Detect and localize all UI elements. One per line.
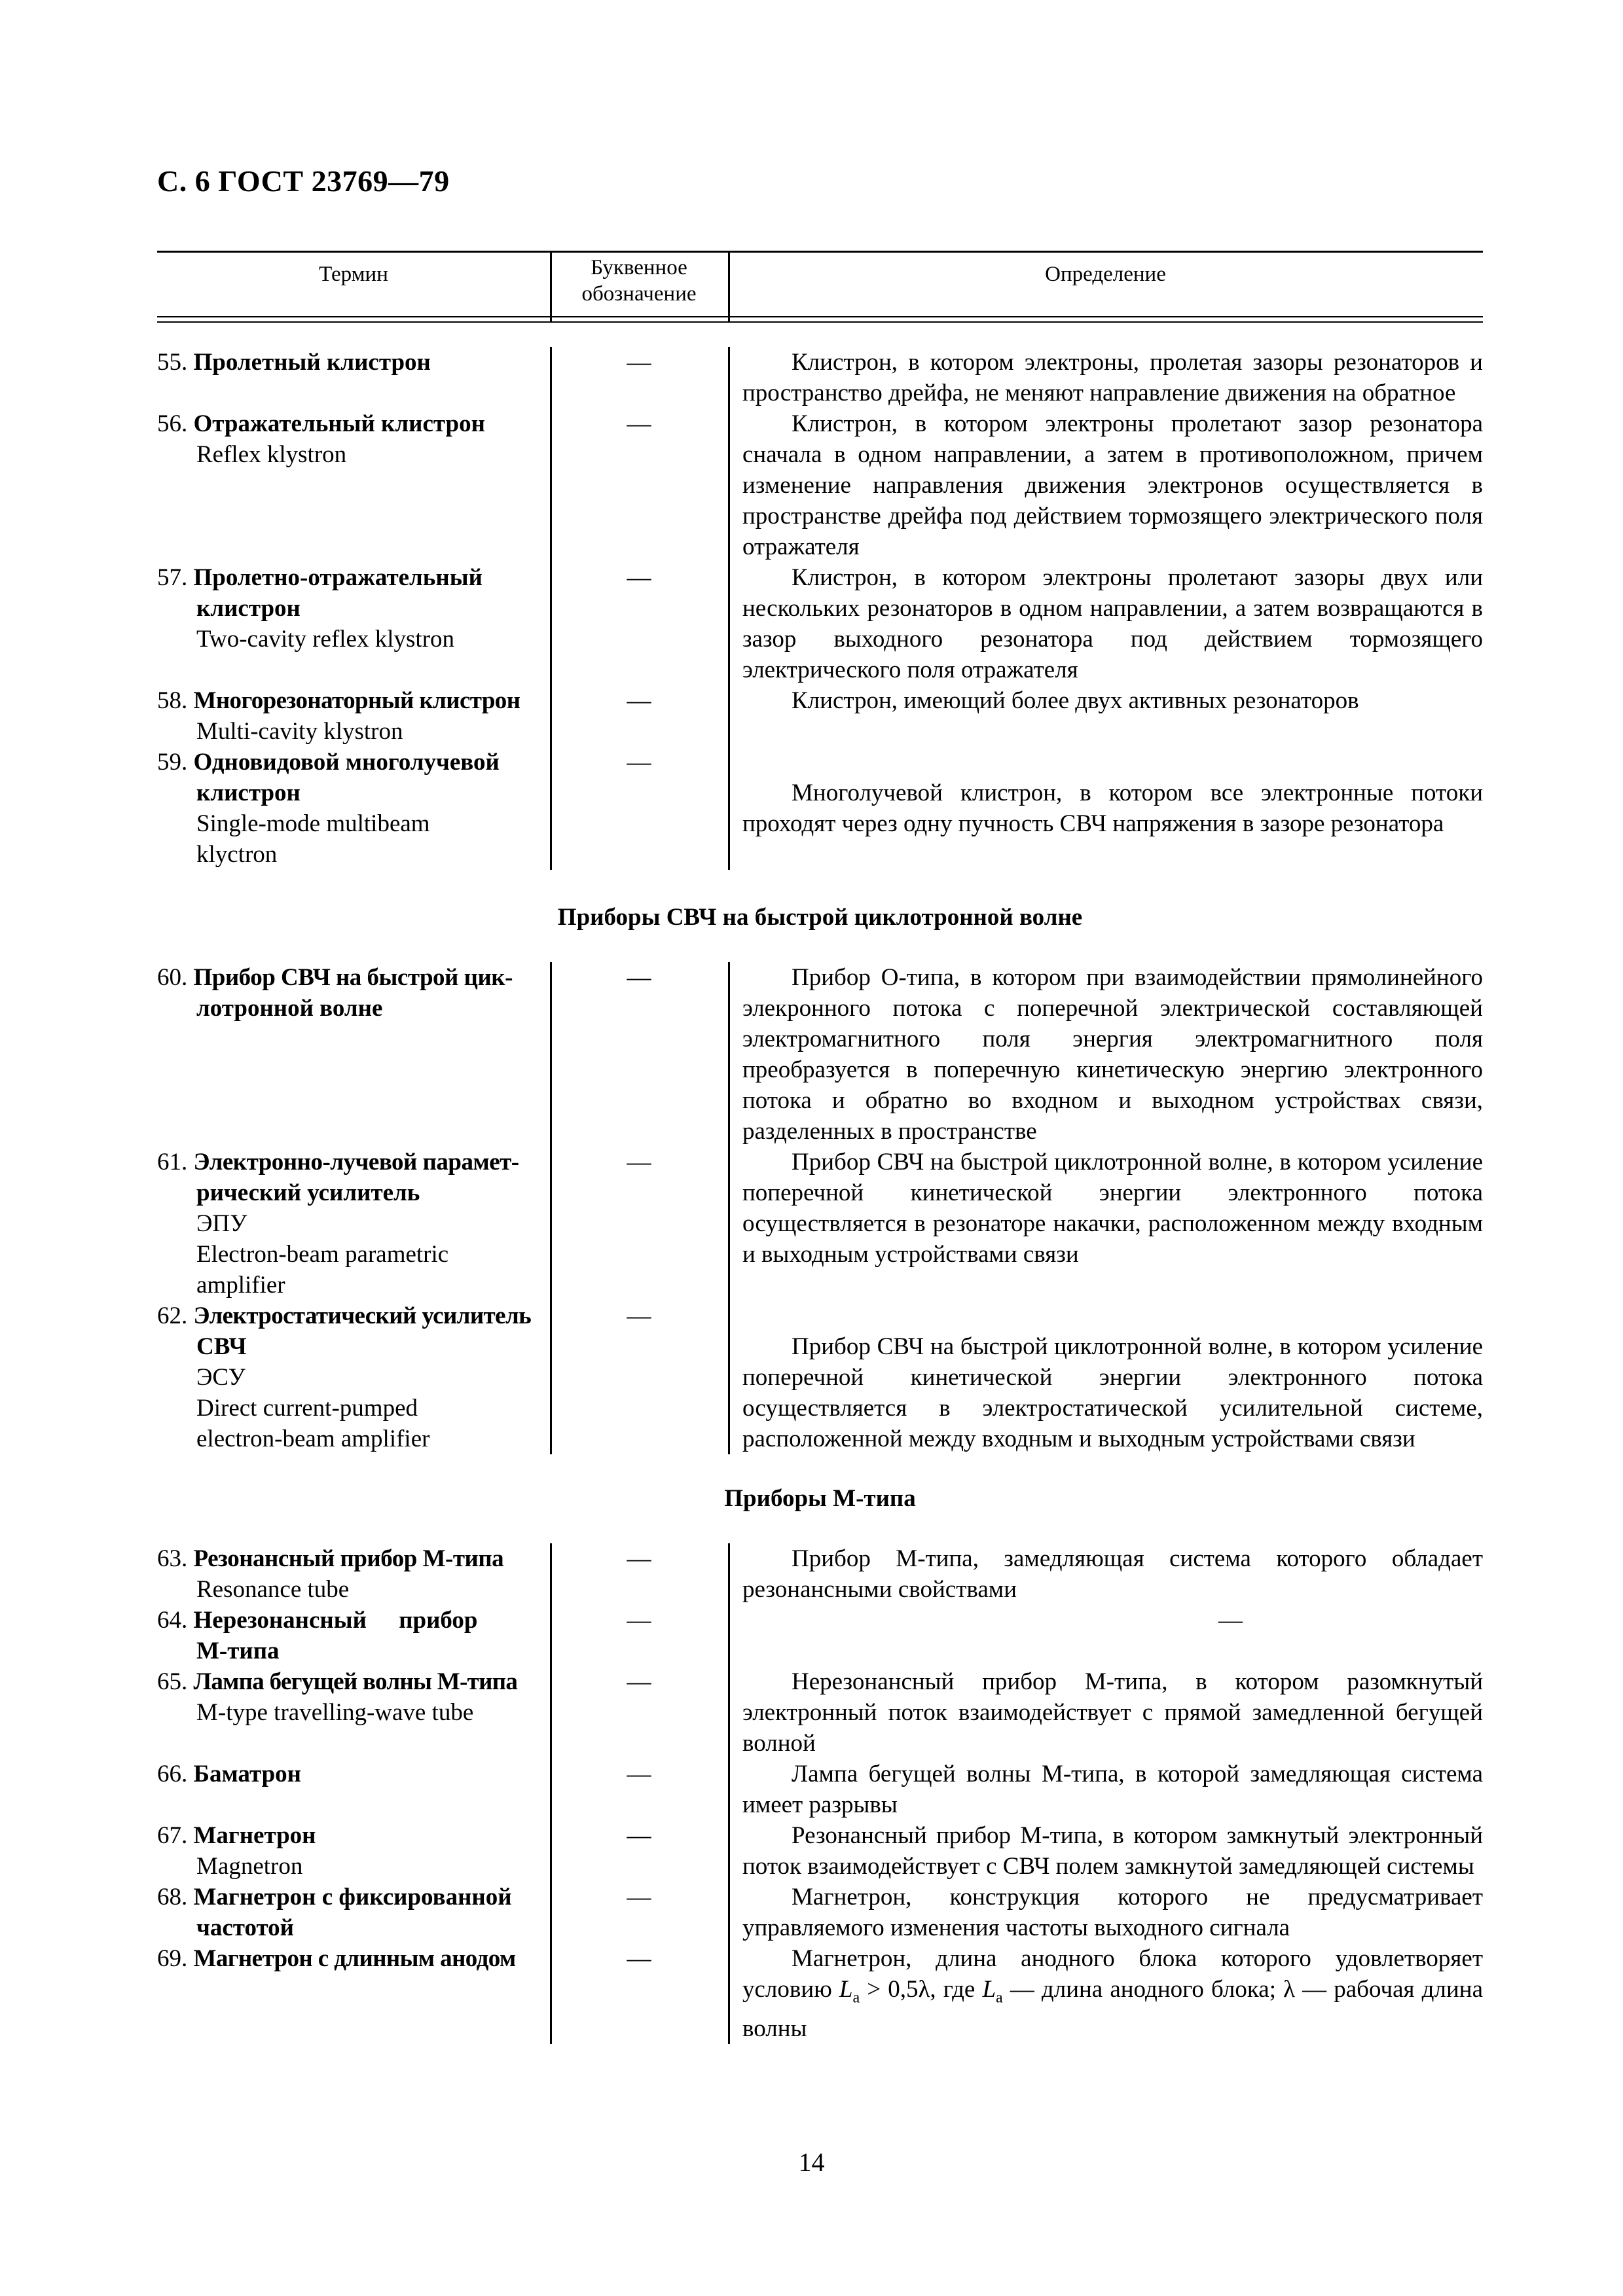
- term-cell: [157, 1666, 550, 1759]
- symbol-cell: —: [627, 1668, 651, 1695]
- term-number: 68.: [157, 1884, 188, 1910]
- definition-cell: [728, 1605, 1483, 1666]
- term-row-63: [157, 1543, 1483, 1605]
- definition-cell: [728, 962, 1483, 1147]
- term-number: 60.: [157, 964, 188, 991]
- term-row-57: [157, 562, 1483, 685]
- symbol-cell: —: [627, 1302, 651, 1329]
- header-top-rule: [157, 251, 1483, 253]
- section-3-table: [157, 1543, 1483, 2044]
- term-english: Multi-cavity klystron: [196, 718, 403, 745]
- term-name: Магнетрон с фиксированной: [193, 1884, 512, 1910]
- term-english: Reflex klystron: [196, 441, 347, 468]
- definition-cell: [728, 408, 1483, 562]
- term-cell: [157, 1820, 550, 1882]
- symbol-cell: —: [627, 410, 651, 437]
- term-cell: [157, 1300, 550, 1454]
- term-row-65: [157, 1666, 1483, 1759]
- term-cell: [157, 1147, 550, 1300]
- term-name: Резонансный прибор М-типа: [193, 1545, 504, 1572]
- definition-cell: [728, 1543, 1483, 1605]
- term-name: Одновидовой многолучевой: [193, 749, 500, 776]
- symbol-cell: —: [627, 1945, 651, 1972]
- definition-text: Нерезонансный прибор М-типа, в котором разомкнутый электронный поток взаимодействует с прямой замедленной бегущей волной: [742, 1668, 1483, 1757]
- term-row-67: [157, 1820, 1483, 1882]
- term-cell: [157, 1882, 550, 1943]
- term-name: Электростатический усилитель: [193, 1302, 532, 1329]
- term-name: Пролетный клистрон: [193, 349, 431, 376]
- table-header: [157, 251, 1483, 323]
- symbol-cell: —: [627, 1545, 651, 1572]
- page-header: С. 6 ГОСТ 23769—79: [157, 164, 450, 198]
- term-name: Магнетрон: [193, 1822, 316, 1849]
- term-name-cont: лотронной волне: [196, 995, 383, 1022]
- definition-cell: [728, 1147, 1483, 1300]
- term-row-60: [157, 962, 1483, 1147]
- definition-cell: [728, 562, 1483, 685]
- term-row-62: [157, 1300, 1483, 1454]
- section-1-rows: [157, 347, 1483, 870]
- term-number: 69.: [157, 1945, 188, 1972]
- formula-symbol: L: [839, 1976, 853, 2003]
- definition-cell: [728, 1300, 1483, 1454]
- column-header-symbol-line2: обозначение: [581, 282, 697, 306]
- definition-part: — длина анодного блока; λ — рабочая длина волны: [742, 1976, 1483, 2043]
- definition-text: Клистрон, в котором электроны пролетают зазор резонатора сначала в одном направлении, а затем в противоположном, причем изменение направления движения электронов осуществляется в пространстве дрейфа под действием тормозящего электрического поля отражателя: [742, 410, 1483, 560]
- term-number: 65.: [157, 1668, 188, 1695]
- term-number: 59.: [157, 749, 188, 776]
- section-1-table: [157, 347, 1483, 870]
- term-number: 63.: [157, 1545, 188, 1572]
- definition-text: Прибор М-типа, замедляющая система которого обладает резонансными свойствами: [742, 1545, 1483, 1603]
- term-name: Многорезонаторный клистрон: [193, 687, 520, 714]
- definition-part: > 0,5λ, где: [860, 1976, 983, 2003]
- term-row-59: [157, 747, 1483, 870]
- term-cell: [157, 562, 550, 685]
- definition-text: Прибор СВЧ на быстрой циклотронной волне, в котором усиление поперечной кинетической энергии электронного потока осуществляется в электростатической усилительной системе, расположенной между входным и выходным устройствами связи: [742, 1333, 1483, 1452]
- formula-symbol: L: [982, 1976, 996, 2003]
- term-row-66: [157, 1759, 1483, 1820]
- term-number: 58.: [157, 687, 188, 714]
- definition-cell: [728, 1882, 1483, 1943]
- term-name: Электронно-лучевой парамет-: [193, 1149, 519, 1175]
- term-english: Direct current-pumped electron-beam amplifier: [196, 1395, 430, 1452]
- symbol-cell: —: [627, 964, 651, 991]
- definition-cell: [728, 685, 1483, 747]
- term-number: 64.: [157, 1607, 188, 1634]
- definition-part: Магнетрон, длина анодного блока которого удовлетворяет условию: [742, 1945, 1483, 2003]
- term-name: Магнетрон с длинным анодом: [193, 1945, 516, 1972]
- section-2-table: [157, 962, 1483, 1454]
- term-english: Electron-beam parametric amplifier: [196, 1241, 449, 1299]
- term-name: Прибор СВЧ на быстрой цик-: [193, 964, 513, 991]
- formula-subscript: а: [996, 1989, 1003, 2007]
- column-header-symbol: [550, 255, 728, 307]
- term-number: 61.: [157, 1149, 188, 1175]
- definition-text: Клистрон, в котором электроны пролетают зазоры двух или нескольких резонаторов в одном направлении, а затем возвращаются в зазор выходного резонатора под действием тормозящего электрического поля отражателя: [742, 564, 1483, 683]
- term-name: Лампа бегущей волны М-типа: [193, 1668, 518, 1695]
- term-row-55: [157, 347, 1483, 408]
- definition-text: [742, 1943, 1483, 2044]
- section-2-rows: [157, 962, 1483, 1454]
- term-cell: [157, 408, 550, 562]
- term-name-cont: рический усилитель: [196, 1179, 420, 1206]
- definition-cell: [728, 1820, 1483, 1882]
- section-title-fast-cyclotron: Приборы СВЧ на быстрой циклотронной волне: [557, 904, 1083, 931]
- header-bottom-rule-2: [157, 321, 1483, 323]
- definition-text: Многолучевой клистрон, в котором все электронные потоки проходят через одну пучность СВЧ напряжения в зазоре резонатора: [742, 780, 1483, 837]
- definition-cell: [728, 1759, 1483, 1820]
- term-number: 56.: [157, 410, 188, 437]
- definition-text: Резонансный прибор М-типа, в котором замкнутый электронный поток взаимодействует с СВЧ полем замкнутой замедляющей системы: [742, 1822, 1483, 1880]
- term-row-56: [157, 408, 1483, 562]
- term-name-cont: СВЧ: [196, 1333, 247, 1360]
- term-cell: [157, 962, 550, 1147]
- term-cell: [157, 347, 550, 408]
- page-number: 14: [798, 2147, 825, 2177]
- symbol-cell: —: [627, 1822, 651, 1849]
- term-name-cont: М-типа: [196, 1638, 280, 1664]
- term-number: 66.: [157, 1761, 188, 1787]
- definition-text: Клистрон, в котором электроны, пролетая зазоры резонаторов и пространство дрейфа, не меняют направление движения на обратное: [742, 349, 1483, 406]
- symbol-cell: —: [627, 1884, 651, 1910]
- term-cell: [157, 1759, 550, 1820]
- definition-text: Клистрон, имеющий более двух активных резонаторов: [792, 687, 1359, 714]
- symbol-cell: —: [627, 1761, 651, 1787]
- term-english: M-type travelling-wave tube: [196, 1699, 474, 1726]
- definition-cell: [728, 1666, 1483, 1759]
- term-cell: [157, 1543, 550, 1605]
- term-row-64: [157, 1605, 1483, 1666]
- term-abbreviation: ЭСУ: [196, 1364, 246, 1391]
- term-cell: [157, 1605, 550, 1666]
- symbol-cell: —: [627, 749, 651, 776]
- column-header-symbol-line1: Буквенное: [591, 256, 687, 279]
- term-row-68: [157, 1882, 1483, 1943]
- term-cell: [157, 685, 550, 747]
- symbol-cell: —: [627, 349, 651, 376]
- term-number: 55.: [157, 349, 188, 376]
- term-name-cont: клистрон: [196, 780, 301, 806]
- formula-subscript: а: [852, 1989, 860, 2007]
- section-title-m-type: Приборы М-типа: [724, 1485, 916, 1512]
- term-name: Баматрон: [193, 1761, 301, 1787]
- definition-text: Прибор О-типа, в котором при взаимодействии прямолинейного элекронного потока с поперечной электрической составляющей электромагнитного поля энергия электромагнитного поля преобразуется в поперечную кинетическую энергию электронного потока и обратно во входном и выходном устройствах связи, разделенных в пространстве: [742, 964, 1483, 1145]
- term-row-69: [157, 1943, 1483, 2044]
- definition-text: Магнетрон, конструкция которого не предусматривает управляемого изменения частоты выходного сигнала: [742, 1884, 1483, 1941]
- term-name: Отражательный клистрон: [193, 410, 485, 437]
- symbol-cell: —: [627, 564, 651, 591]
- term-name-cont: клистрон: [196, 595, 301, 622]
- term-row-58: [157, 685, 1483, 747]
- term-english: Magnetron: [196, 1853, 303, 1880]
- definition-text: Прибор СВЧ на быстрой циклотронной волне, в котором усиление поперечной кинетической энергии электронного потока осуществляется в резонаторе накачки, расположенном между входным и выходным устройствами связи: [742, 1149, 1483, 1268]
- term-name: Нерезонансный прибор: [193, 1607, 478, 1634]
- symbol-cell: —: [627, 1149, 651, 1175]
- term-number: 62.: [157, 1302, 188, 1329]
- definition-text: Лампа бегущей волны М-типа, в которой замедляющая система имеет разрывы: [742, 1761, 1483, 1818]
- term-english: Resonance tube: [196, 1576, 350, 1603]
- term-english: Two-cavity reflex klystron: [196, 626, 455, 653]
- term-name-cont: частотой: [196, 1914, 294, 1941]
- term-number: 67.: [157, 1822, 188, 1849]
- term-row-61: [157, 1147, 1483, 1300]
- term-number: 57.: [157, 564, 188, 591]
- column-header-definition: Определение: [1045, 262, 1166, 286]
- term-cell: [157, 1943, 550, 2044]
- header-bottom-rule-1: [157, 316, 1483, 317]
- symbol-cell: —: [627, 1607, 651, 1634]
- term-english: Single-mode multibeam klyctron: [196, 810, 430, 868]
- definition-text: —: [1218, 1607, 1243, 1634]
- symbol-cell: —: [627, 687, 651, 714]
- term-abbreviation: ЭПУ: [196, 1210, 247, 1237]
- definition-cell: [728, 1943, 1483, 2044]
- term-name: Пролетно-отражательный: [193, 564, 483, 591]
- term-cell: [157, 747, 550, 870]
- column-header-term: Термин: [319, 262, 388, 286]
- definition-cell: [728, 747, 1483, 870]
- section-3-rows: [157, 1543, 1483, 2044]
- definition-cell: [728, 347, 1483, 408]
